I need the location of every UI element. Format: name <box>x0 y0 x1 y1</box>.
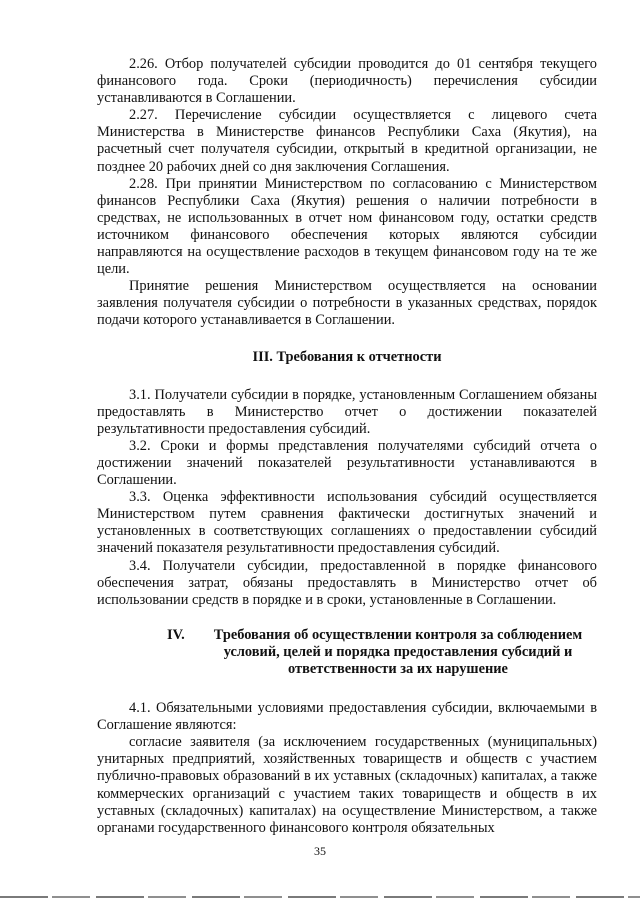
paragraph-consent: согласие заявителя (за исключением государственных (муниципальных) унитарных предприятий, хозяйственных товариществ и обществ с участием публично-правовых образований в их уставных (складочных) капиталах, а также коммерческих организаций с участием таких товариществ и обществ в их уставных (складочных) капиталах) на осуществление Министерством, а также органами государственного финансового контроля обязательных <box>97 734 597 836</box>
paragraph-3-4: 3.4. Получатели субсидии, предоставленной в порядке финансового обеспечения затрат, обязаны предоставлять в Министерство отчет об использовании средств в порядке и в сроки, установленные в Соглашении. <box>97 557 597 608</box>
page-number: 35 <box>314 844 326 858</box>
paragraph-3-1: 3.1. Получатели субсидии в порядке, установленным Соглашением обязаны предоставлять в Министерство отчет о достижении показателей результативности предоставления субсидий. <box>97 386 597 437</box>
paragraph-4-1: 4.1. Обязательными условиями предоставления субсидии, включаемыми в Соглашение являются: <box>97 700 597 734</box>
paragraph-2-27: 2.27. Перечисление субсидии осуществляется с лицевого счета Министерства в Министерстве финансов Республики Саха (Якутия), на расчетный счет получателя субсидии, открытый в кредитной организации, не позднее 20 рабочих дней со дня заключения Соглашения. <box>97 107 597 175</box>
section-4-title: Требования об осуществлении контроля за соблюдением условий, целей и порядка предоставления субсидий и ответственности за их нарушение <box>213 626 583 677</box>
scan-edge-line <box>0 896 640 898</box>
paragraph-2-26: 2.26. Отбор получателей субсидии проводится до 01 сентября текущего финансового года. Сроки (периодичность) перечисления субсидии устанавливаются в Соглашении. <box>97 56 597 107</box>
section-4-number: IV. <box>167 626 185 643</box>
document-body <box>97 56 597 837</box>
paragraph-3-3: 3.3. Оценка эффективности использования субсидий осуществляется Министерством путем сравнения фактически достигнутых значений и установленных в соответствующих соглашениях о предоставлении субсидий значений показателя результативности предоставления субсидий. <box>97 489 597 557</box>
section-4-heading <box>97 627 597 678</box>
paragraph-3-2: 3.2. Сроки и формы представления получателями субсидий отчета о достижении значений показателей результативности устанавливаются в Соглашении. <box>97 437 597 489</box>
paragraph-2-28: 2.28. При принятии Министерством по согласованию с Министерством финансов Республики Саха (Якутия) решения о наличии потребности в средствах, не использованных в отчет ном финансовом году, остатки средств источником финансового обеспечения которых являются субсидии направляются на осуществление расходов в текущем финансовом году на те же цели. <box>97 175 597 278</box>
paragraph-decision: Принятие решения Министерством осуществляется на основании заявления получателя субсидии о потребности в указанных средствах, порядок подачи которого устанавливается в Соглашении. <box>97 278 597 329</box>
section-3-heading: III. Требования к отчетности <box>252 348 442 365</box>
